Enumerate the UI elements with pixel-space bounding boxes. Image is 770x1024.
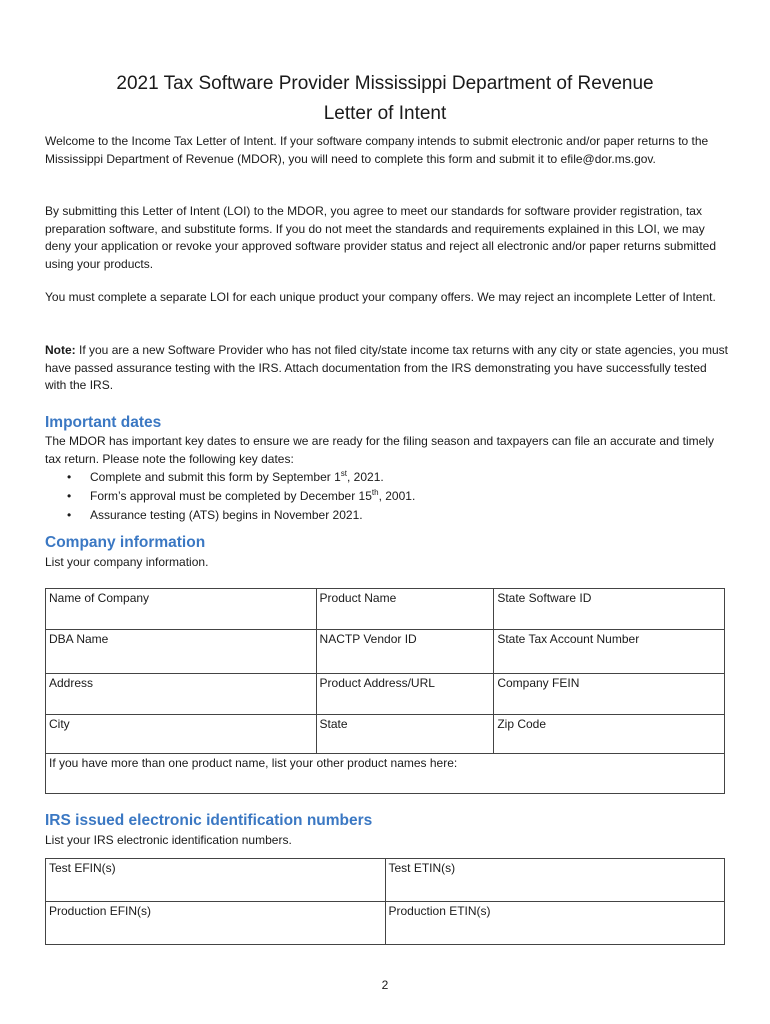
company-info-text: List your company information. <box>45 555 209 569</box>
key-date-item: • Form’s approval must be completed by December 15th, 2001. <box>45 487 730 506</box>
page-number: 2 <box>381 978 389 992</box>
production-etin-field[interactable]: Production ETIN(s) <box>385 902 725 945</box>
table-row <box>46 589 725 630</box>
production-efin-field[interactable]: Production EFIN(s) <box>46 902 386 945</box>
table-row <box>46 902 725 945</box>
intro-paragraph-3: You must complete a separate LOI for each unique product your company offers. We may reject an incomplete Letter of Intent. <box>45 290 716 304</box>
company-info-heading: Company information <box>45 534 206 551</box>
company-info-table <box>45 588 725 794</box>
page-title-line1: 2021 Tax Software Provider Mississippi Department of Revenue <box>116 73 654 94</box>
irs-numbers-text: List your IRS electronic identification numbers. <box>45 833 292 847</box>
table-row <box>46 715 725 754</box>
dba-name-field[interactable]: DBA Name <box>46 630 317 674</box>
note-text: If you are a new Software Provider who has not filed city/state income tax returns with any city or state agencies, you must have passed assurance testing with the IRS. Attach documentation from the IRS demonstrating you have successfully tested with the IRS. <box>45 343 728 392</box>
bullet-icon: • <box>67 508 72 522</box>
table-row <box>46 859 725 902</box>
company-fein-field[interactable]: Company FEIN <box>494 674 725 715</box>
nactp-vendor-id-field[interactable]: NACTP Vendor ID <box>316 630 494 674</box>
table-row <box>46 674 725 715</box>
important-dates-heading: Important dates <box>45 414 162 431</box>
state-tax-account-field[interactable]: State Tax Account Number <box>494 630 725 674</box>
product-name-field[interactable]: Product Name <box>316 589 494 630</box>
bullet-icon: • <box>67 470 72 484</box>
state-software-id-field[interactable]: State Software ID <box>494 589 725 630</box>
intro-paragraph-1: Welcome to the Income Tax Letter of Intent. If your software company intends to submit electronic and/or paper returns to the Mississippi Department of Revenue (MDOR), you will need to complete this form and submit it to efile@dor.ms.gov. <box>45 134 709 166</box>
bullet-icon: • <box>67 489 72 503</box>
product-address-url-field[interactable]: Product Address/URL <box>316 674 494 715</box>
intro-paragraph-2: By submitting this Letter of Intent (LOI) to the MDOR, you agree to meet our standards for software provider registration, tax preparation software, and substitute forms. If you do not meet the standards and requirements explained in this LOI, we may deny your application or revoke your approved software provider status and reject all electronic and/or paper returns submitted using your products. <box>45 204 717 271</box>
test-efin-field[interactable]: Test EFIN(s) <box>46 859 386 902</box>
address-field[interactable]: Address <box>46 674 317 715</box>
key-date-item: • Complete and submit this form by September 1st, 2021. <box>45 468 730 487</box>
key-dates-list <box>45 468 730 525</box>
page-title-line2: Letter of Intent <box>323 103 447 124</box>
table-row <box>46 630 725 674</box>
note-label: Note: <box>45 343 76 357</box>
test-etin-field[interactable]: Test ETIN(s) <box>385 859 725 902</box>
other-product-names-field[interactable]: If you have more than one product name, list your other product names here: <box>46 754 725 794</box>
irs-numbers-heading: IRS issued electronic identification numbers <box>45 812 373 829</box>
irs-numbers-table <box>45 858 725 945</box>
name-of-company-field[interactable]: Name of Company <box>46 589 317 630</box>
zip-code-field[interactable]: Zip Code <box>494 715 725 754</box>
note-paragraph <box>45 342 730 395</box>
important-dates-text: The MDOR has important key dates to ensure we are ready for the filing season and taxpayers can file an accurate and timely tax return. Please note the following key dates: <box>45 434 715 466</box>
state-field[interactable]: State <box>316 715 494 754</box>
table-row <box>46 754 725 794</box>
key-date-item: • Assurance testing (ATS) begins in November 2021. <box>45 506 730 525</box>
city-field[interactable]: City <box>46 715 317 754</box>
